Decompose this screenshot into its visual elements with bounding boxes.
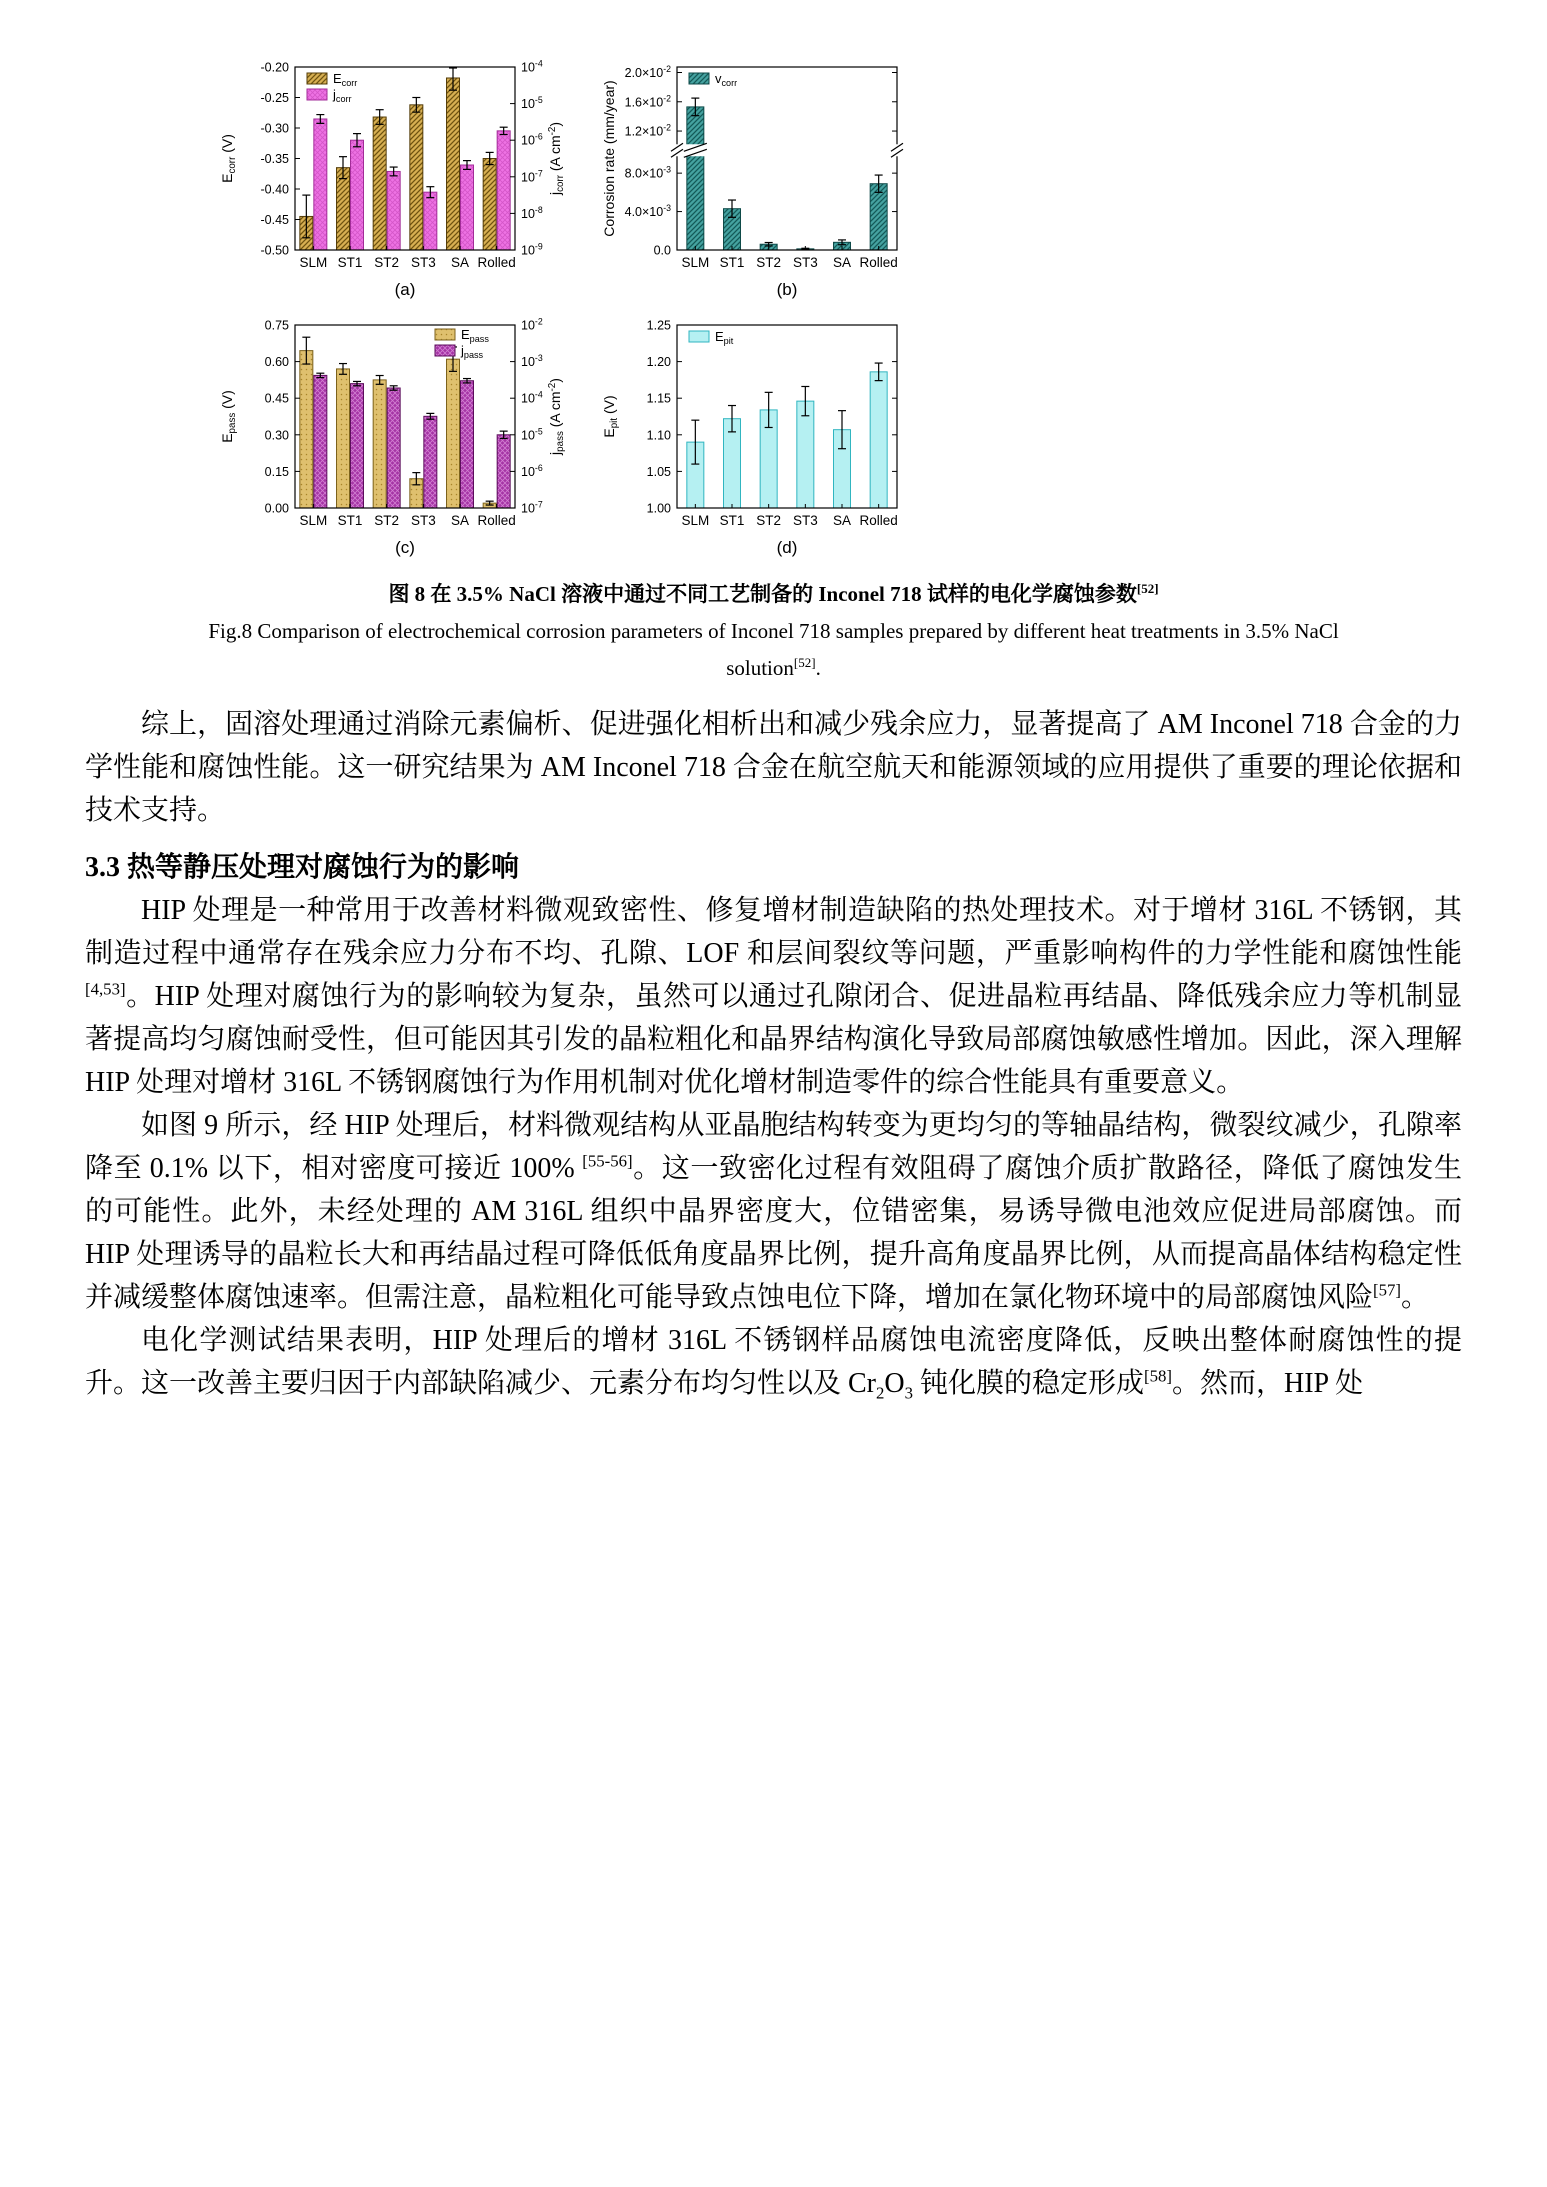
right-tick-label: $10^{-7}$ — [521, 499, 543, 516]
paragraph-hip-electrochemical: 电化学测试结果表明，HIP 处理后的增材 316L 不锈钢样品腐蚀电流密度降低，反映出整体耐腐蚀性的提升。这一改善主要归因于内部缺陷减少、元素分布均匀性以及 $Cr_2O_3$ 钝化膜的稳定形成[58]。然而，HIP 处 — [85, 1325, 1462, 1403]
left-tick-label: -0.45 — [260, 213, 289, 227]
category-label: Rolled — [859, 255, 898, 270]
left-tick-label: $1.2\times 10^{-2}$ — [624, 122, 671, 139]
category-label: SA — [832, 255, 852, 270]
left-tick-label: -0.35 — [260, 152, 289, 166]
chart-sublabel: (a) — [394, 280, 416, 299]
bars — [687, 363, 887, 508]
category-label: ST2 — [374, 255, 400, 270]
right-tick-label: $10^{-2}$ — [521, 316, 543, 333]
chart-sublabel: (b) — [776, 280, 798, 299]
left-tick-label: $4.0\times 10^{-3}$ — [624, 203, 671, 220]
category-label: ST3 — [410, 513, 436, 528]
legend-swatch — [689, 331, 709, 342]
bar-SLM-s1 — [314, 119, 327, 250]
paragraph-summary: 综上，固溶处理通过消除元素偏析、促进强化相析出和减少残余应力，显著提高了 AM Inconel 718 合金的力学性能和腐蚀性能。这一研究结果为 AM Inconel 718 合金在航空航天和能源领域的应用提供了重要的理论依据和技术支持。 — [85, 709, 1462, 826]
plot-frame — [295, 67, 515, 250]
bar-SLM-s0 — [687, 107, 704, 250]
legend-label: $E_{pass}$ — [461, 327, 489, 344]
right-axis-title: $j_{corr}$ (A $cm^{-2}$) — [547, 121, 566, 196]
bar-Rolled-s1 — [497, 131, 510, 250]
chart-d-epit — [602, 313, 952, 563]
left-tick-label: $8.0\times 10^{-3}$ — [624, 164, 671, 181]
category-label: SLM — [681, 255, 710, 270]
figure-caption-english: Fig.8 Comparison of electrochemical corrosion parameters of Inconel 718 samples prepared by different heat treatments in 3.5% NaCl solution[52]. — [208, 619, 1339, 680]
right-axis-title: $j_{pass}$ (A $cm^{-2}$) — [547, 378, 566, 455]
right-tick-label: $10^{-4}$ — [521, 58, 543, 75]
right-tick-label: $10^{-8}$ — [521, 204, 543, 221]
bar-ST2-s0 — [373, 380, 386, 508]
category-label: SLM — [299, 255, 328, 270]
category-label: ST1 — [719, 513, 745, 528]
figure-caption-chinese: 图 8 在 3.5% NaCl 溶液中通过不同工艺制备的 Inconel 718 试样的电化学腐蚀参数[52] — [388, 581, 1159, 606]
paragraph-hip-intro: HIP 处理是一种常用于改善材料微观致密性、修复增材制造缺陷的热处理技术。对于增材 316L 不锈钢，其制造过程中通常存在残余应力分布不均、孔隙、LOF 和层间裂纹等问题，严重影响构件的力学性能和腐蚀性能[4,53]。HIP 处理对腐蚀行为的影响较为复杂，虽然可以通过孔隙闭合、促进晶粒再结晶、降低残余应力等机制显著提高均匀腐蚀耐受性，但可能因其引发的晶粒粗化和晶界结构演化导致局部腐蚀敏感性增加。因此，深入理解 HIP 处理对增材 316L 不锈钢腐蚀行为作用机制对优化增材制造零件的综合性能具有重要意义。 — [85, 895, 1462, 1098]
category-label: ST1 — [337, 255, 363, 270]
category-label: Rolled — [477, 255, 516, 270]
category-label: SA — [450, 513, 470, 528]
bar-SA-s1 — [461, 165, 474, 250]
category-label: ST3 — [792, 513, 818, 528]
category-label: ST2 — [374, 513, 400, 528]
left-axis-title: $E_{pass}$ (V) — [220, 390, 238, 443]
bar-SA-s1 — [461, 381, 474, 508]
chart-c-epass-jpass — [220, 313, 570, 563]
legend-label: $j_{corr}$ — [333, 87, 352, 104]
bar-ST2-s1 — [387, 388, 400, 508]
left-tick-label: 0.30 — [264, 428, 289, 443]
bar-Rolled-s0 — [870, 372, 887, 508]
left-tick-label: 1.05 — [646, 464, 671, 479]
section-heading-3-3: 3.3 热等静压处理对腐蚀行为的影响 — [85, 852, 520, 883]
bars — [687, 98, 887, 250]
plot-frame — [677, 325, 897, 508]
right-tick-label: $10^{-9}$ — [521, 241, 543, 258]
chart-b-svg — [602, 55, 952, 305]
bar-ST1-s1 — [351, 384, 364, 508]
category-label: SLM — [681, 513, 710, 528]
bar-ST1-s0 — [337, 369, 350, 508]
left-tick-label: 1.00 — [646, 501, 671, 516]
left-tick-label: $1.6\times 10^{-2}$ — [624, 93, 671, 110]
right-tick-label: $10^{-5}$ — [521, 426, 543, 443]
category-label: SA — [450, 255, 470, 270]
bars — [300, 337, 510, 508]
series-0 — [687, 98, 887, 250]
left-axis-title: Corrosion rate (mm/year) — [602, 80, 617, 237]
left-tick-label: -0.25 — [260, 91, 289, 105]
legend-label: $E_{corr}$ — [333, 71, 358, 88]
bar-SA-s0 — [447, 78, 460, 250]
left-tick-label: 0.15 — [264, 464, 289, 479]
bar-ST2-s0 — [373, 117, 386, 250]
left-tick-label: -0.30 — [260, 121, 289, 136]
right-tick-label: $10^{-3}$ — [521, 353, 543, 370]
paragraph-hip-microstructure: 如图 9 所示，经 HIP 处理后，材料微观结构从亚晶胞结构转变为更均匀的等轴晶结构，微裂纹减少，孔隙率降至 0.1% 以下，相对密度可接近 100% [55-56]。这一致密化过程有效阻碍了腐蚀介质扩散路径，降低了腐蚀发生的可能性。此外，未经处理的 AM 316L 组织中晶界密度大，位错密集，易诱导微电池效应促进局部腐蚀。而 HIP 处理诱导的晶粒长大和再结晶过程可降低低角度晶界比例，提升高角度晶界比例，从而提高晶体结构稳定性并减缓整体腐蚀速率。但需注意，晶粒粗化可能导致点蚀电位下降，增加在氯化物环境中的局部腐蚀风险[57]。 — [85, 1110, 1462, 1313]
legend-swatch — [435, 329, 455, 340]
bar-ST3-s0 — [410, 105, 423, 250]
category-label: ST1 — [337, 513, 363, 528]
category-label: ST3 — [792, 255, 818, 270]
bars — [300, 68, 510, 250]
chart-sublabel: (c) — [395, 538, 415, 557]
left-axis-title: $E_{pit}$ (V) — [602, 395, 620, 438]
bar-ST1-s1 — [351, 140, 364, 250]
chart-d-svg — [602, 313, 952, 563]
legend-swatch — [435, 345, 455, 356]
left-tick-label: $2.0\times 10^{-2}$ — [624, 63, 671, 80]
bar-SLM-s0 — [300, 351, 313, 508]
right-tick-label: $10^{-6}$ — [521, 131, 543, 148]
left-tick-label: 0.00 — [264, 501, 289, 516]
right-tick-label: $10^{-6}$ — [521, 462, 543, 479]
figure-8 — [85, 55, 1462, 687]
bar-SLM-s1 — [314, 375, 327, 508]
right-tick-label: $10^{-5}$ — [521, 95, 543, 112]
left-tick-label: 0.45 — [264, 391, 289, 406]
bar-SA-s0 — [447, 359, 460, 508]
category-label: ST2 — [756, 513, 782, 528]
chart-sublabel: (d) — [776, 538, 798, 557]
left-tick-label: 0.0 — [653, 243, 671, 258]
bar-Rolled-s0 — [483, 159, 496, 251]
left-tick-label: 1.10 — [646, 428, 671, 443]
bar-ST2-s1 — [387, 171, 400, 250]
bar-ST3-s1 — [424, 192, 437, 250]
legend-label: $v_{corr}$ — [715, 71, 738, 88]
bar-ST3-s0 — [797, 401, 814, 508]
left-tick-label: -0.50 — [260, 243, 289, 258]
category-label: Rolled — [859, 513, 898, 528]
left-tick-label: 1.25 — [646, 318, 671, 333]
legend-label: $E_{pit}$ — [715, 329, 734, 346]
figure-8-charts — [220, 55, 1462, 563]
bar-Rolled-s1 — [497, 435, 510, 508]
legend-swatch — [307, 73, 327, 84]
left-tick-label: -0.20 — [260, 60, 289, 75]
bar-Rolled-s0 — [870, 184, 887, 250]
chart-a-svg — [220, 55, 570, 305]
legend-swatch — [689, 73, 709, 84]
chart-c-svg — [220, 313, 570, 563]
bar-ST3-s1 — [424, 416, 437, 508]
category-label: SA — [832, 513, 852, 528]
left-tick-label: 0.60 — [264, 355, 289, 370]
left-tick-label: 1.20 — [646, 355, 671, 370]
category-label: SLM — [299, 513, 328, 528]
category-label: ST2 — [756, 255, 782, 270]
plot-frame — [677, 67, 897, 250]
bar-ST1-s0 — [337, 168, 350, 250]
chart-b-corrosion-rate — [602, 55, 952, 305]
category-label: Rolled — [477, 513, 516, 528]
left-tick-label: -0.40 — [260, 182, 289, 197]
right-tick-label: $10^{-7}$ — [521, 168, 543, 185]
chart-a-ecorr-jcorr — [220, 55, 570, 305]
category-label: ST3 — [410, 255, 436, 270]
legend-swatch — [307, 89, 327, 100]
category-label: ST1 — [719, 255, 745, 270]
figure-8-caption — [85, 579, 1462, 687]
left-tick-label: 1.15 — [646, 391, 671, 406]
left-axis-title: $E_{corr}$ (V) — [220, 134, 238, 183]
left-tick-label: 0.75 — [264, 318, 289, 333]
right-tick-label: $10^{-4}$ — [521, 389, 543, 406]
legend-label: $j_{pass}$ — [461, 343, 484, 360]
series-0 — [687, 363, 887, 508]
